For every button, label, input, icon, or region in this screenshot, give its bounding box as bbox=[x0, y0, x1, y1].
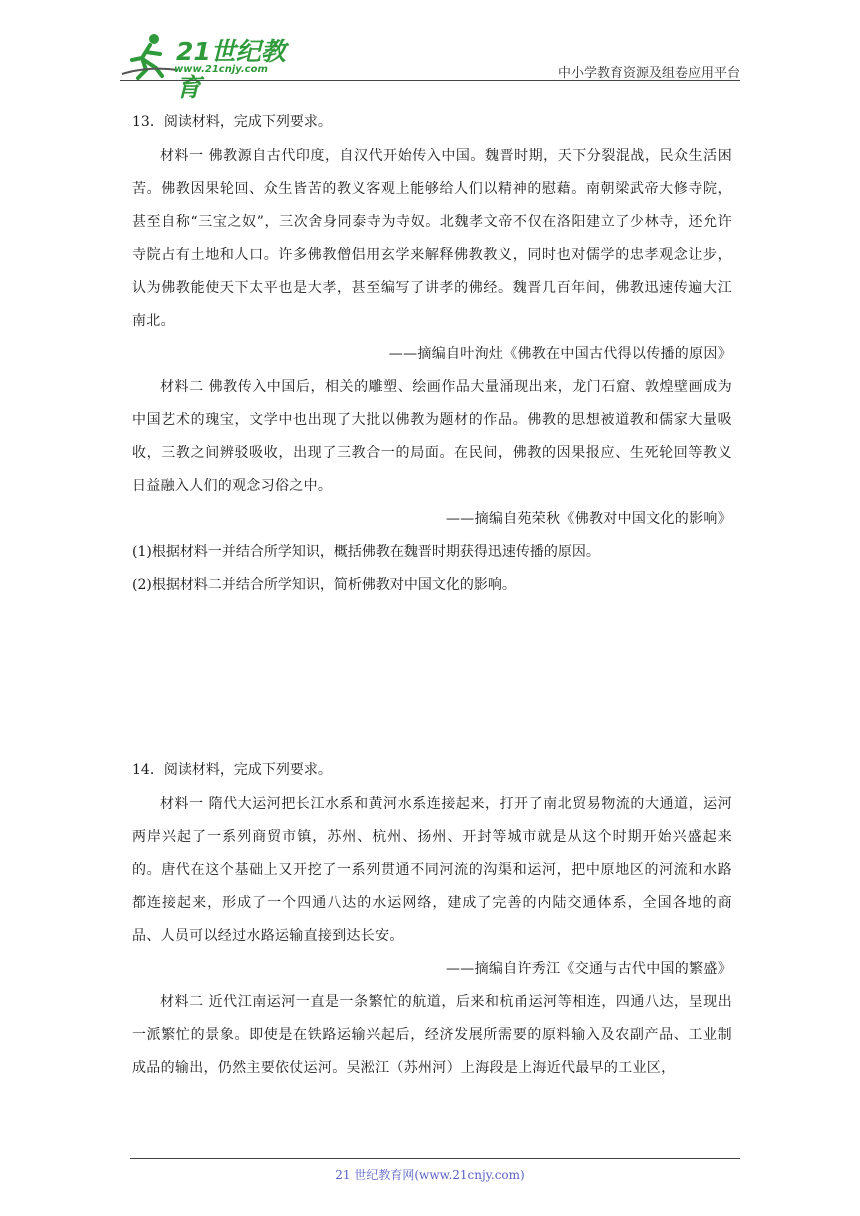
footer-divider bbox=[130, 1158, 740, 1159]
q14-material-1-source: ——摘编自许秀江《交通与古代中国的繁盛》 bbox=[446, 961, 732, 977]
page-header bbox=[120, 28, 740, 102]
platform-title: 中小学教育资源及组卷应用平台 bbox=[557, 66, 740, 81]
header-divider bbox=[120, 80, 740, 81]
q13-material-2-source: ——摘编自苑荣秋《佛教对中国文化的影响》 bbox=[446, 511, 732, 527]
document-body bbox=[132, 112, 732, 1085]
q14-material-1: 材料一 隋代大运河把长江水系和黄河水系连接起来，打开了南北贸易物流的大通道，运河两岸兴起了一系列商贸市镇，苏州、杭州、扬州、开封等城市就是从这个时期开始兴盛起来的。唐代在这个基础上又开挖了一系列贯通不同河流的沟渠和运河，把中原地区的河流和水路都连接起来，形成了一个四通八达的水运网络，建成了完善的内陆交通体系，全国各地的商品、人员可以经过水路运输直接到达长安。 bbox=[132, 796, 732, 944]
runner-logo-icon bbox=[120, 30, 180, 80]
page-footer: 21 世纪教育网(www.21cnjy.com) bbox=[335, 1168, 525, 1182]
question-13-title: 13．阅读材料，完成下列要求。 bbox=[132, 114, 332, 130]
q13-material-2: 材料二 佛教传入中国后，相关的雕塑、绘画作品大量涌现出来，龙门石窟、敦煌壁画成为中国艺术的瑰宝，文学中也出现了大批以佛教为题材的作品。佛教的思想被道教和儒家大量吸收，三教之间辨驳吸收，出现了三教合一的局面。在民间，佛教的因果报应、生死轮回等教义日益融入人们的观念习俗之中。 bbox=[132, 379, 732, 494]
logo-brand-text: 21世纪教育 bbox=[176, 37, 286, 102]
logo bbox=[120, 28, 300, 102]
answer-space bbox=[132, 602, 732, 760]
q13-material-1: 材料一 佛教源自古代印度，自汉代开始传入中国。魏晋时期，天下分裂混战，民众生活困苦。佛教因果轮回、众生皆苦的教义客观上能够给人们以精神的慰藉。南朝梁武帝大修寺院，甚至自称“三宝之奴”，三次舍身同泰寺为寺奴。北魏孝文帝不仅在洛阳建立了少林寺，还允许寺院占有土地和人口。许多佛教僧侣用玄学来解释佛教教义，同时也对儒学的忠孝观念让步，认为佛教能使天下太平也是大孝，甚至编写了讲孝的佛经。魏晋几百年间，佛教迅速传遍大江南北。 bbox=[132, 148, 732, 329]
q13-subquestion-2: (2)根据材料二并结合所学知识，简析佛教对中国文化的影响。 bbox=[132, 577, 516, 593]
question-14-title: 14．阅读材料，完成下列要求。 bbox=[132, 762, 332, 778]
q13-material-1-source: ——摘编自叶洵灶《佛教在中国古代得以传播的原因》 bbox=[388, 346, 732, 362]
q13-subquestion-1: (1)根据材料一并结合所学知识，概括佛教在魏晋时期获得迅速传播的原因。 bbox=[132, 544, 600, 560]
logo-site-text: www.21cnjy.com bbox=[174, 64, 268, 75]
q14-material-2: 材料二 近代江南运河一直是一条繁忙的航道，后来和杭甬运河等相连，四通八达，呈现出一派繁忙的景象。即使是在铁路运输兴起后，经济发展所需要的原料输入及农副产品、工业制成品的输出，仍然主要依仗运河。吴淞江（苏州河）上海段是上海近代最早的工业区， bbox=[132, 994, 732, 1076]
